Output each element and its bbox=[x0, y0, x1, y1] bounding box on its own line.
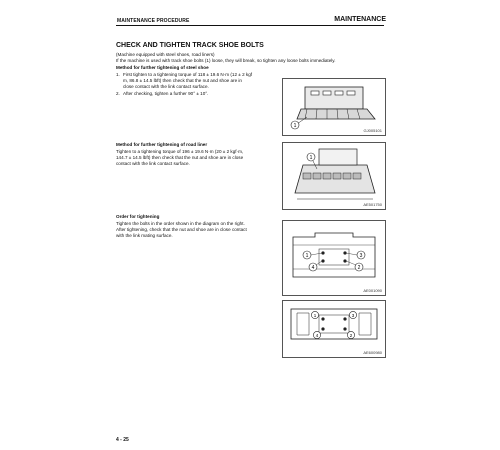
header-chapter-title: MAINTENANCE bbox=[334, 16, 386, 23]
figure-code: GJ005101 bbox=[363, 128, 382, 133]
step-text-line: First tighten to a tightening torque of 118 ± 19.6 N·m (12 ± 2 kgf bbox=[123, 72, 253, 77]
callout-1: 1 bbox=[293, 123, 297, 129]
callout-2: 2 bbox=[357, 265, 361, 271]
header-rule bbox=[116, 25, 384, 26]
step-number: 1. bbox=[116, 72, 120, 77]
figure-road-liner bbox=[282, 142, 386, 210]
step-number: 2. bbox=[116, 90, 120, 96]
text-line: 144.7 ± 14.5 lbft) then check that the nut and shoe are in close bbox=[116, 155, 244, 161]
road-liner-text bbox=[116, 149, 276, 168]
callout-2: 2 bbox=[349, 333, 353, 338]
figure-code: AE600980 bbox=[363, 350, 382, 355]
figure-code: AE001090 bbox=[363, 288, 382, 293]
figure-bolt-order-steel bbox=[282, 220, 386, 296]
callout-3: 3 bbox=[351, 313, 355, 318]
tightening-order-text bbox=[116, 221, 276, 240]
figure-code: AE501750 bbox=[363, 202, 382, 207]
step-text-line: After checking, tighten a further 90° ± 10°. bbox=[123, 90, 209, 96]
text-line: Tighten the bolts in the order shown in the diagram on the right. bbox=[116, 221, 245, 226]
figure-bolt-order-road-liner bbox=[282, 300, 386, 358]
callout-4: 4 bbox=[311, 265, 315, 271]
step-text-line: close contact with the link contact surface. bbox=[123, 84, 209, 90]
text-line: with the link mating surface. bbox=[116, 233, 173, 239]
callout-4: 4 bbox=[315, 333, 319, 338]
section-title: CHECK AND TIGHTEN TRACK SHOE BOLTS bbox=[116, 42, 264, 49]
tightening-order-heading: Order for tightening bbox=[116, 214, 160, 219]
road-liner-illustration bbox=[283, 143, 385, 209]
step-2 bbox=[116, 91, 276, 97]
callout-3: 3 bbox=[359, 253, 363, 259]
steel-shoe-heading: Method for further tightening of steel shoe bbox=[116, 65, 209, 70]
callout-1: 1 bbox=[309, 155, 313, 161]
text-line: After tightening, check that the nut and shoe are in close contact bbox=[116, 227, 247, 233]
callout-1: 1 bbox=[313, 313, 317, 318]
road-liner-heading: Method for further tightening of road liner bbox=[116, 142, 208, 147]
header-section-label: MAINTENANCE PROCEDURE bbox=[117, 18, 190, 24]
road-liner-order-diagram bbox=[283, 301, 385, 357]
text-line: Tighten to a tightening torque of 196 ± 19.6 N·m (20 ± 2 kgf·m, bbox=[116, 149, 244, 154]
steel-shoe-steps bbox=[116, 72, 276, 97]
figure-track-shoe-bolts bbox=[282, 78, 386, 136]
intro-text: If the machine is used with track shoe bolts (1) loose, they will break, so tighten any loose bolts immediately. bbox=[116, 58, 336, 63]
step-text-line: m, 86.8 ± 14.5 lbft) then check that the nut and shoe are in bbox=[123, 78, 242, 84]
page-number: 4 - 25 bbox=[116, 437, 129, 443]
bolt-order-diagram bbox=[283, 221, 385, 295]
step-1 bbox=[116, 72, 276, 91]
section-subtitle: (Machine equipped with steel shoes, road liners) bbox=[116, 52, 215, 57]
text-line: contact with the link contact surface. bbox=[116, 161, 190, 167]
track-shoe-illustration bbox=[283, 79, 385, 135]
callout-1: 1 bbox=[305, 253, 309, 259]
